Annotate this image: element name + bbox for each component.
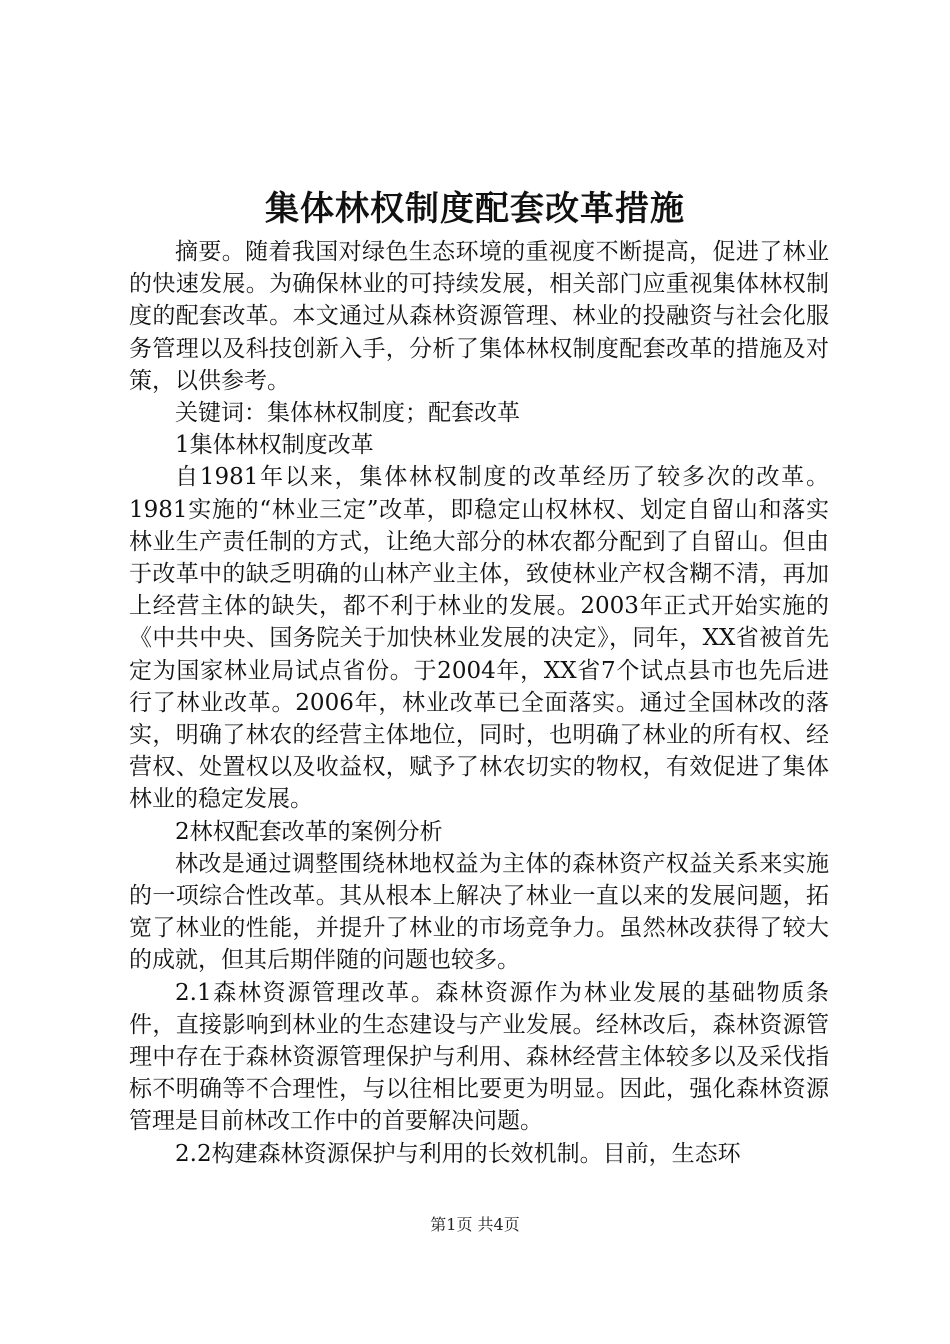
- abstract-paragraph: 摘要。随着我国对绿色生态环境的重视度不断提高，促进了林业的快速发展。为确保林业的可持续发展，相关部门应重视集体林权制度的配套改革。本文通过从森林资源管理、林业的投融资与社会化服务管理以及科技创新入手，分析了集体林权制度配套改革的措施及对策，以供参考。: [129, 239, 829, 394]
- body-paragraph: 2.2构建森林资源保护与利用的长效机制。目前，生态环: [175, 1140, 741, 1167]
- document-body: [129, 236, 829, 1170]
- body-paragraph: 自1981年以来，集体林权制度的改革经历了较多次的改革。1981实施的“林业三定”改革，即稳定山权林权、划定自留山和落实林业生产责任制的方式，让绝大部分的林农都分配到了自留山。但由于改革中的缺乏明确的山林产业主体，致使林业产权含糊不清，再加上经营主体的缺失，都不利于林业的发展。2003年正式开始实施的《中共中央、国务院关于加快林业发展的决定》，同年，XX省被首先定为国家林业局试点省份。于2004年，XX省7个试点县市也先后进行了林业改革。2006年，林业改革已全面落实。通过全国林改的落实，明确了林农的经营主体地位，同时，也明确了林业的所有权、经营权、处置权以及收益权，赋予了林农切实的物权，有效促进了集体林业的稳定发展。: [129, 464, 829, 813]
- section-heading-1: 1集体林权制度改革: [175, 432, 374, 459]
- keywords-paragraph: 关键词：集体林权制度；配套改革: [175, 400, 520, 427]
- page-number-footer: 第1页 共4页: [430, 1215, 520, 1234]
- section-heading-2: 2林权配套改革的案例分析: [175, 818, 443, 845]
- body-paragraph: 林改是通过调整围绕林地权益为主体的森林资产权益关系来实施的一项综合性改革。其从根本上解决了林业一直以来的发展问题，拓宽了林业的性能，并提升了林业的市场竞争力。虽然林改获得了较大的成就，但其后期伴随的问题也较多。: [129, 850, 829, 974]
- document-title: 集体林权制度配套改革措施: [265, 189, 685, 229]
- body-paragraph: 2.1森林资源管理改革。森林资源作为林业发展的基础物质条件，直接影响到林业的生态建设与产业发展。经林改后，森林资源管理中存在于森林资源管理保护与利用、森林经营主体较多以及采伐指标不明确等不合理性，与以往相比要更为明显。因此，强化森林资源管理是目前林改工作中的首要解决问题。: [129, 979, 829, 1135]
